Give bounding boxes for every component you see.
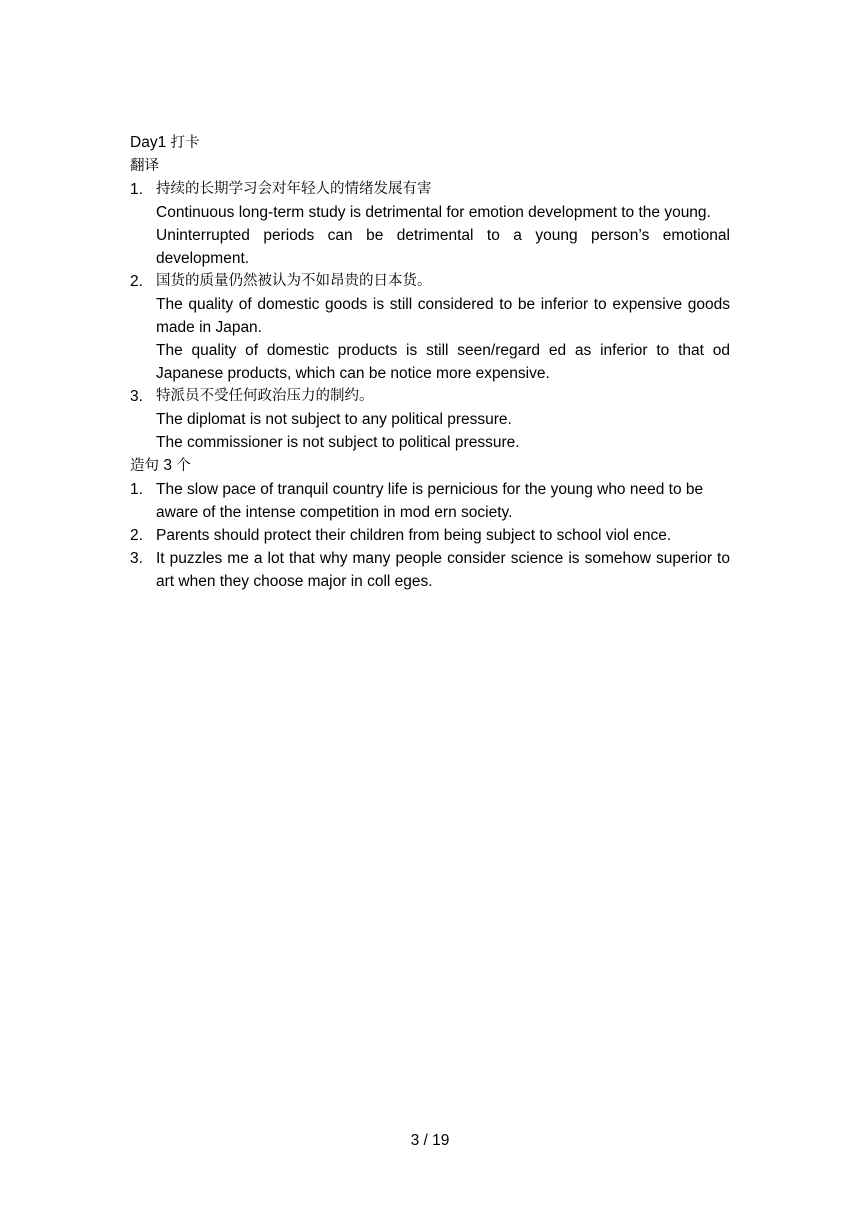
translation-answer: The quality of domestic products is still seen/regard ed as inferior to that od Japanese products, which can be notice more expensive. bbox=[156, 342, 730, 382]
translation-answer: Uninterrupted periods can be detrimental to a young person’s emotional development. bbox=[156, 227, 730, 267]
sentence-item bbox=[130, 547, 730, 593]
sentences-count: 3 bbox=[163, 457, 172, 474]
day-title-checkin: 打卡 bbox=[170, 135, 200, 151]
example-sentence: Parents should protect their children from being subject to school viol ence. bbox=[156, 527, 672, 544]
day-title: Day1 bbox=[130, 134, 167, 151]
current-page: 3 bbox=[410, 1132, 420, 1149]
source-sentence: 持续的长期学习会对年轻人的情绪发展有害 bbox=[156, 181, 432, 197]
page-header bbox=[130, 131, 730, 155]
translation-answer: The diplomat is not subject to any political pressure. bbox=[156, 411, 512, 428]
example-sentence: The slow pace of tranquil country life is pernicious for the young who need to be aware of the intense competition in mod ern society. bbox=[156, 481, 704, 521]
item-number: 2. bbox=[130, 273, 143, 290]
document-page bbox=[130, 131, 730, 593]
translation-item bbox=[130, 178, 730, 270]
sentences-unit: 个 bbox=[176, 458, 191, 474]
section-heading-translation: 翻译 bbox=[130, 158, 159, 174]
source-sentence: 特派员不受任何政治压力的制约。 bbox=[156, 388, 374, 404]
translation-list bbox=[130, 178, 730, 454]
translation-item bbox=[130, 270, 730, 385]
item-number: 1. bbox=[130, 181, 143, 198]
source-sentence: 国货的质量仍然被认为不如昂贵的日本货。 bbox=[156, 273, 432, 289]
sentence-item bbox=[130, 524, 730, 547]
translation-answer: Continuous long-term study is detrimental for emotion development to the young. bbox=[156, 204, 711, 221]
page-separator: / bbox=[423, 1132, 428, 1149]
translation-item bbox=[130, 385, 730, 454]
item-number: 3. bbox=[130, 550, 143, 567]
item-number: 1. bbox=[130, 481, 143, 498]
item-number: 2. bbox=[130, 527, 143, 544]
translation-answer: The commissioner is not subject to political pressure. bbox=[156, 434, 520, 451]
example-sentence: It puzzles me a lot that why many people consider science is somehow superior to art when they choose major in coll eges. bbox=[156, 550, 730, 590]
translation-answer: The quality of domestic goods is still considered to be inferior to expensive goods made in Japan. bbox=[156, 296, 730, 336]
sentences-label: 造句 bbox=[130, 458, 159, 474]
total-pages: 19 bbox=[432, 1132, 450, 1149]
page-number bbox=[0, 1131, 860, 1151]
section-heading-sentences bbox=[130, 454, 730, 478]
sentence-item bbox=[130, 478, 730, 524]
item-number: 3. bbox=[130, 388, 143, 405]
sentence-list bbox=[130, 478, 730, 593]
